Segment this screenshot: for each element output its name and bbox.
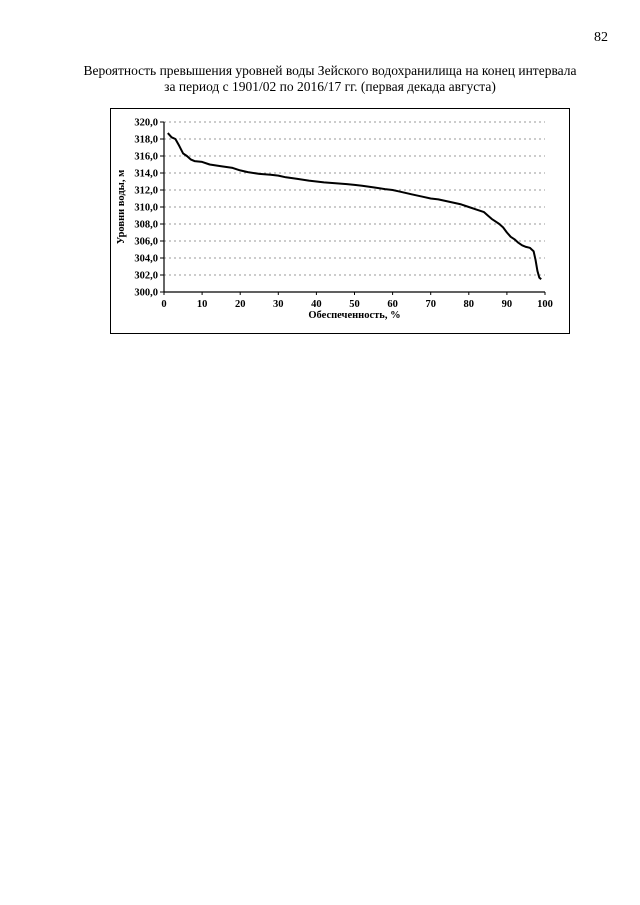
x-tick-labels (161, 299, 553, 310)
y-tick-labels (134, 118, 158, 299)
y-tick-label: 314,0 (134, 168, 158, 180)
page-number: 82 (594, 30, 608, 45)
x-tick-label: 30 (273, 299, 284, 310)
y-tick-label: 316,0 (134, 151, 158, 163)
y-tick-label: 306,0 (134, 236, 158, 248)
grid-lines (164, 122, 545, 275)
x-tick-label: 10 (196, 299, 208, 310)
y-tick-label: 304,0 (134, 253, 158, 265)
y-tick-label: 302,0 (134, 270, 158, 282)
chart-title-line-1: Вероятность превышения уровней воды Зейского водохранилища на конец интервала (83, 63, 577, 78)
x-tick-label: 40 (311, 299, 322, 310)
x-tick-label: 20 (234, 299, 246, 310)
axes (160, 122, 545, 295)
y-tick-label: 312,0 (134, 185, 158, 197)
x-tick-label: 80 (463, 299, 475, 310)
x-tick-label: 90 (501, 299, 513, 310)
x-tick-label: 50 (349, 299, 360, 310)
chart-title-line-2: за период с 1901/02 по 2016/17 гг. (первая декада августа) (164, 79, 496, 94)
series-line (168, 133, 541, 279)
y-axis-label: Уровни воды, м (116, 169, 127, 245)
series (168, 133, 541, 279)
y-tick-label: 320,0 (134, 117, 158, 129)
x-tick-label: 100 (537, 299, 553, 310)
x-axis-label: Обеспеченность, % (308, 310, 401, 321)
x-tick-label: 0 (161, 299, 167, 310)
y-tick-label: 310,0 (134, 202, 158, 214)
x-tick-label: 70 (425, 299, 436, 310)
y-tick-label: 308,0 (134, 219, 158, 231)
y-tick-label: 318,0 (134, 134, 158, 146)
x-tick-label: 60 (387, 299, 398, 310)
y-tick-label: 300,0 (134, 287, 158, 299)
